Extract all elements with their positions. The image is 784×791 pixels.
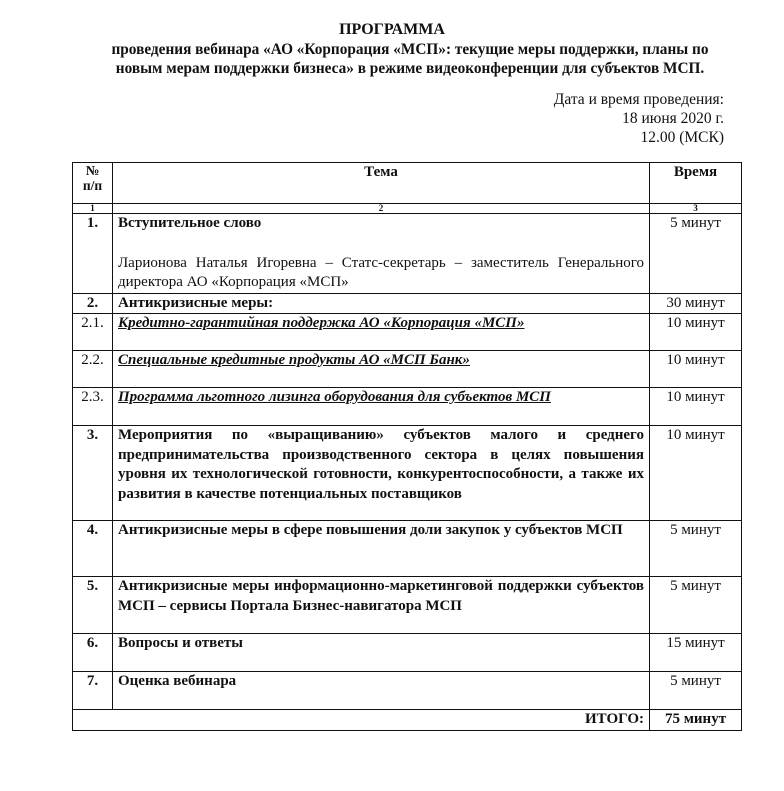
- table-row: [73, 521, 742, 577]
- row-time: 5 минут: [650, 214, 742, 294]
- row-time: 5 минут: [650, 577, 742, 634]
- row-time: 30 минут: [650, 293, 742, 314]
- header-topic: Тема: [113, 163, 650, 204]
- table-row: [73, 672, 742, 710]
- row-topic: Специальные кредитные продукты АО «МСП Банк»: [113, 351, 650, 388]
- table-row: [73, 388, 742, 426]
- total-row: [73, 710, 742, 731]
- table-row: [73, 314, 742, 351]
- header-time: Время: [650, 163, 742, 204]
- table-row: [73, 214, 742, 294]
- table-header-row: [73, 163, 742, 204]
- row-time: 10 минут: [650, 426, 742, 521]
- row-topic: Антикризисные меры в сфере повышения доли закупок у субъектов МСП: [113, 521, 650, 577]
- column-index: 3: [650, 204, 742, 214]
- row-time: 5 минут: [650, 521, 742, 577]
- row-number: 2.: [73, 293, 113, 314]
- row-topic: [113, 214, 650, 294]
- table-row: [73, 293, 742, 314]
- row-number: 2.1.: [73, 314, 113, 351]
- row-number: 1.: [73, 214, 113, 294]
- row-number: 6.: [73, 634, 113, 672]
- document-title: ПРОГРАММА: [339, 21, 445, 38]
- row-number: 2.3.: [73, 388, 113, 426]
- row-time: 15 минут: [650, 634, 742, 672]
- table-row: [73, 577, 742, 634]
- row-number: 2.2.: [73, 351, 113, 388]
- event-date: 18 июня 2020 г.: [622, 110, 724, 127]
- subtitle-line-1: проведения вебинара «АО «Корпорация «МСП»: текущие меры поддержки, планы по: [111, 41, 709, 58]
- column-index-row: [73, 204, 742, 214]
- row-number: 3.: [73, 426, 113, 521]
- row-topic-title: Вступительное слово: [118, 215, 262, 231]
- table-row: [73, 426, 742, 521]
- event-datetime: [554, 90, 724, 147]
- row-topic: Мероприятия по «выращиванию» субъектов малого и среднего предпринимательства производственного сектора в целях повышения уровня их технологической готовности, конкурентоспособности, а также их развития в качестве потенциальных поставщиков: [113, 426, 650, 521]
- row-topic: Вопросы и ответы: [113, 634, 650, 672]
- column-index: 1: [73, 204, 113, 214]
- document-subtitle: [60, 40, 760, 78]
- table-row: [73, 634, 742, 672]
- program-table: [72, 162, 742, 731]
- row-number: 7.: [73, 672, 113, 710]
- row-topic: Антикризисные меры:: [113, 293, 650, 314]
- row-number: 5.: [73, 577, 113, 634]
- header-number-line2: п/п: [82, 178, 103, 193]
- row-topic: Оценка вебинара: [113, 672, 650, 710]
- table-row: [73, 351, 742, 388]
- event-time: 12.00 (МСК): [640, 129, 724, 146]
- row-number: 4.: [73, 521, 113, 577]
- row-time: 10 минут: [650, 351, 742, 388]
- total-label: ИТОГО:: [73, 710, 650, 731]
- row-topic: Программа льготного лизинга оборудования для субъектов МСП: [113, 388, 650, 426]
- header-number-line1: №: [85, 163, 100, 178]
- row-topic: Антикризисные меры информационно-маркетинговой поддержки субъектов МСП – сервисы Портала Бизнес-навигатора МСП: [113, 577, 650, 634]
- header-number: [73, 163, 113, 204]
- subtitle-line-2: новым мерам поддержки бизнеса» в режиме видеоконференции для субъектов МСП.: [115, 60, 705, 77]
- column-index: 2: [113, 204, 650, 214]
- total-value: 75 минут: [650, 710, 742, 731]
- row-time: 10 минут: [650, 314, 742, 351]
- row-topic: Кредитно-гарантийная поддержка АО «Корпорация «МСП»: [113, 314, 650, 351]
- row-speaker: Ларионова Наталья Игоревна – Статс-секретарь – заместитель Генерального директора АО «Корпорация «МСП»: [118, 254, 644, 290]
- row-time: 10 минут: [650, 388, 742, 426]
- row-time: 5 минут: [650, 672, 742, 710]
- date-label: Дата и время проведения:: [553, 91, 724, 108]
